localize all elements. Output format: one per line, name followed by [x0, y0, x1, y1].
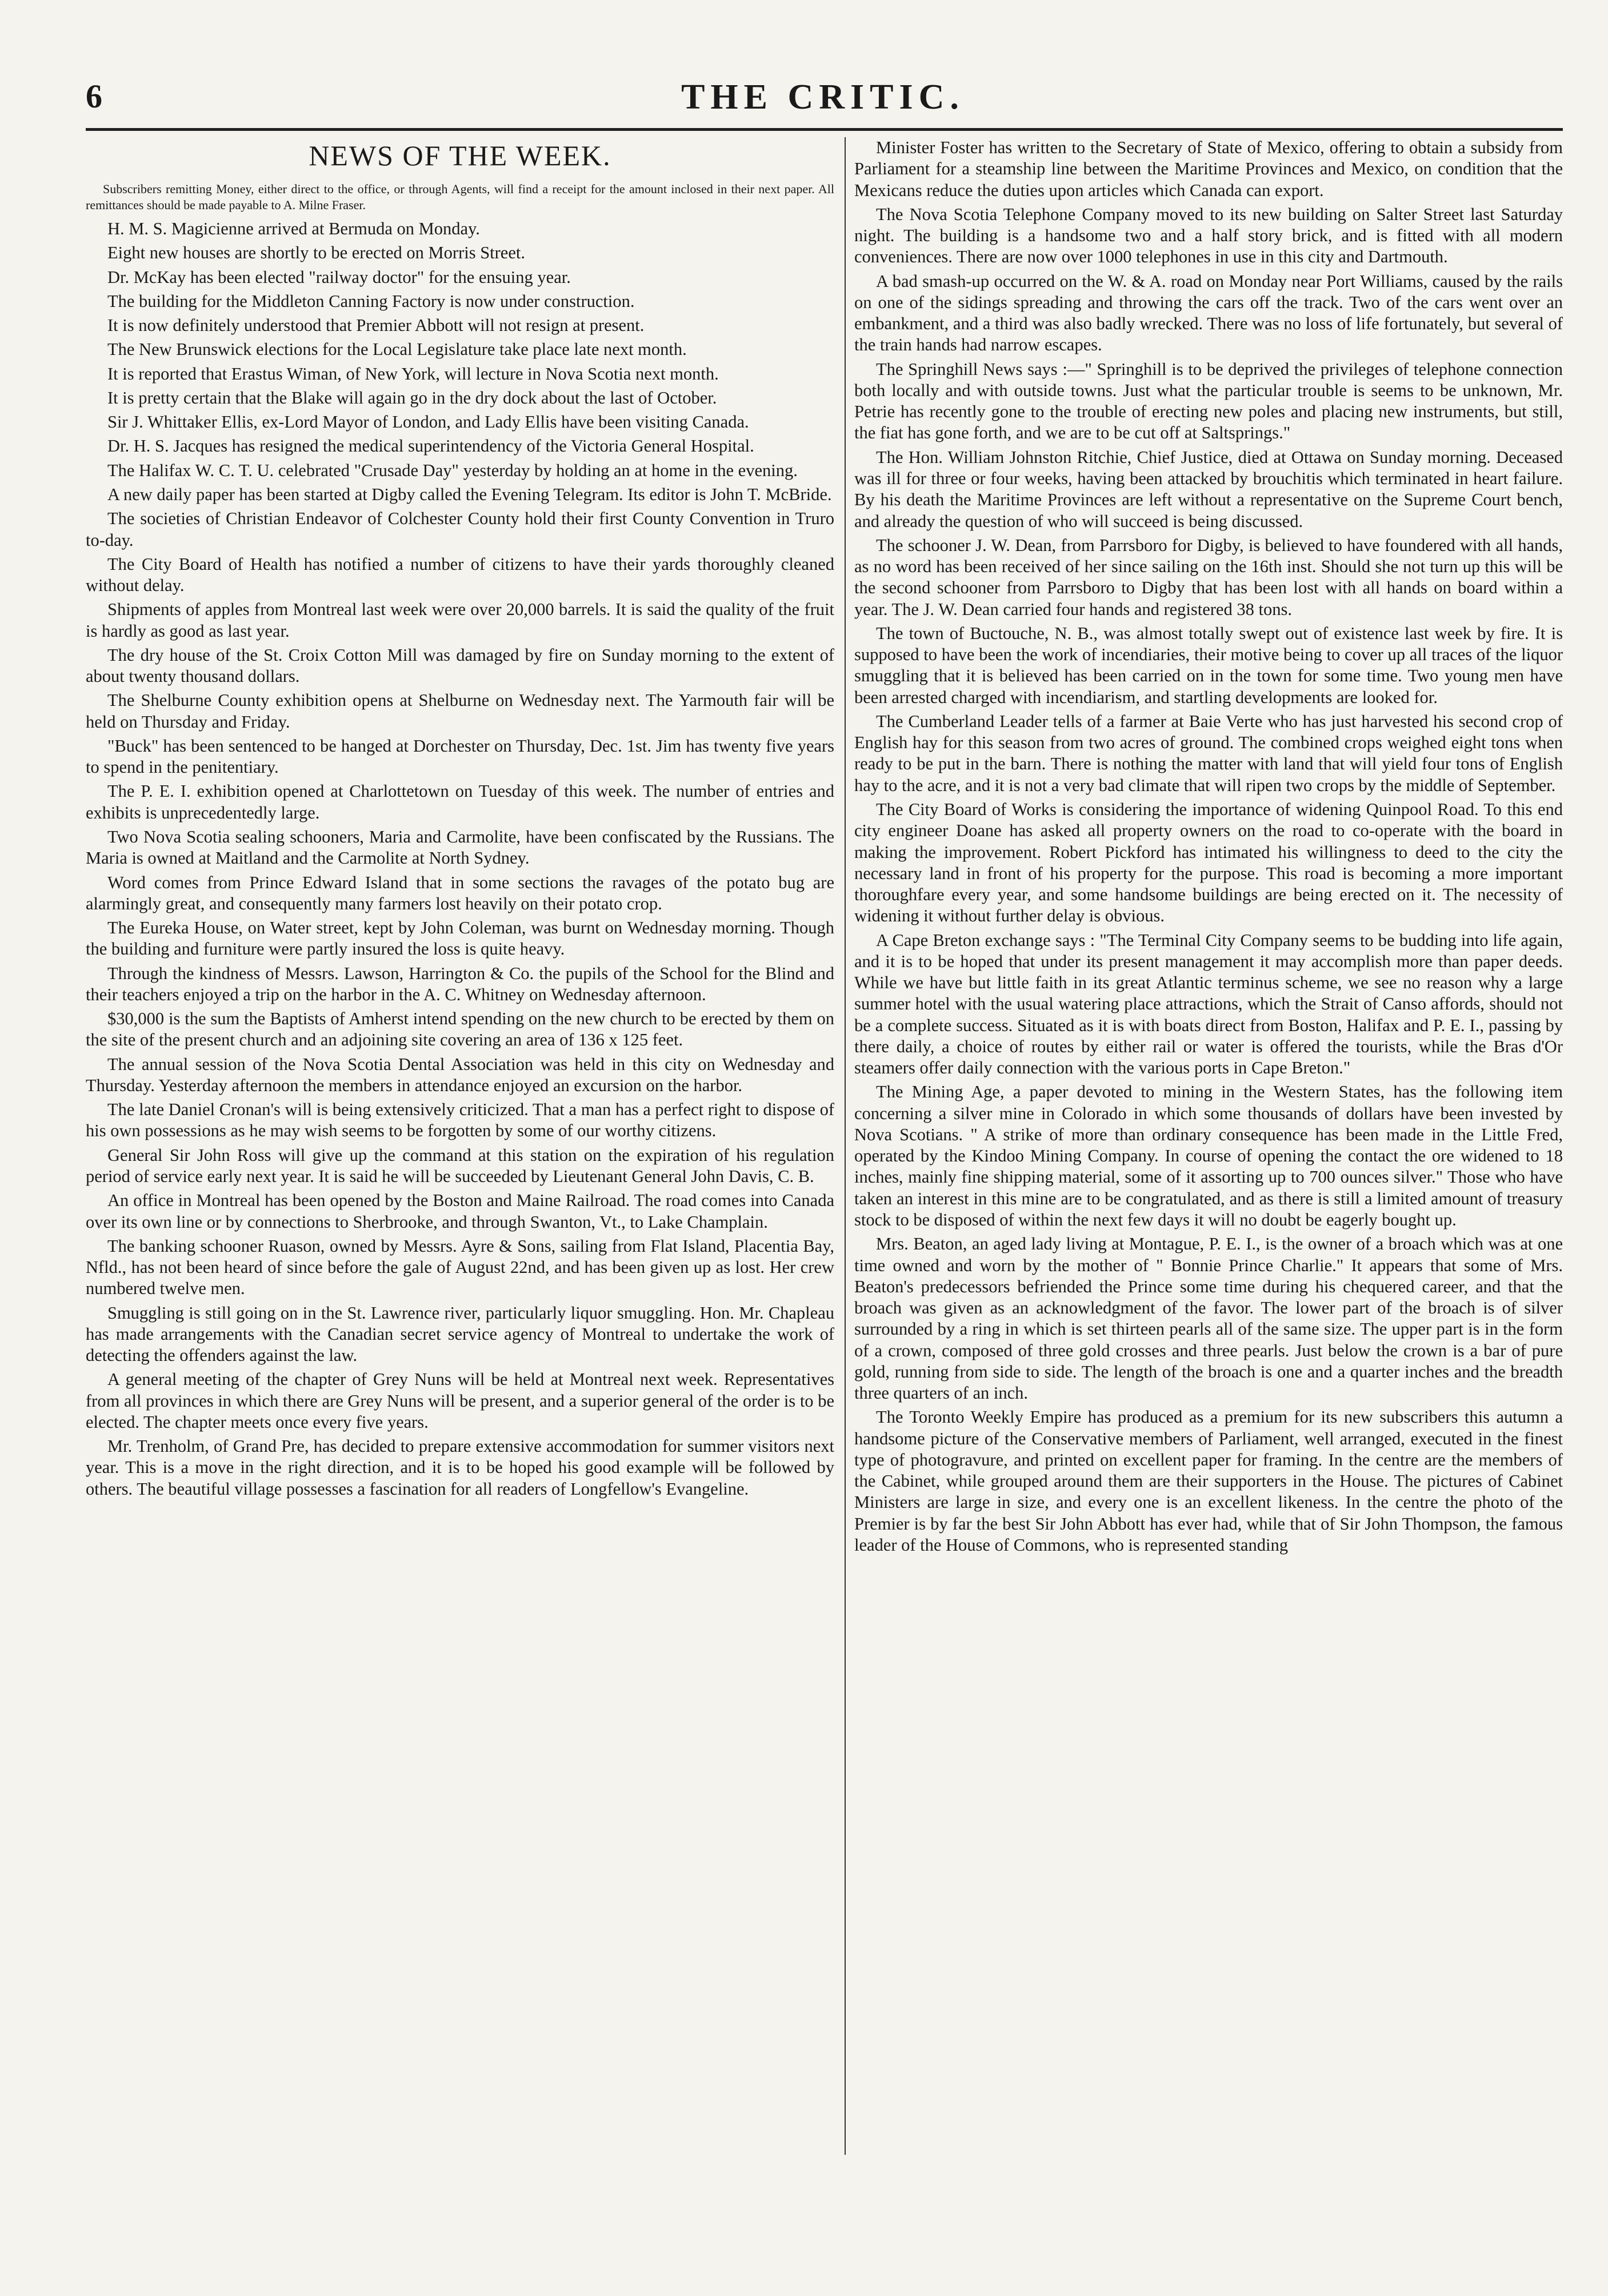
subscriber-notice: Subscribers remitting Money, either direct to the office, or through Agents, will find a receipt for the amount inclosed in their next paper. All remittances should be made payable to A. Milne Fraser. [86, 182, 834, 212]
news-item: An office in Montreal has been opened by the Boston and Maine Railroad. The road comes into Canada over its own line or by connections to Sherbrooke, and through Swanton, Vt., to Lake Champlain. [86, 1191, 834, 1232]
news-item: A bad smash-up occurred on the W. & A. road on Monday near Port Williams, caused by the rails on one of the sidings spreading and throwing the cars off the track. Two of the cars went over an embankment, and a third was also badly wrecked. There was no loss of life fortunately, but several of the train hands had narrow escapes. [854, 271, 1563, 355]
news-item: It is pretty certain that the Blake will again go in the dry dock about the last of October. [107, 388, 717, 408]
news-item: The town of Buctouche, N. B., was almost totally swept out of existence last week by fire. It is supposed to have been the work of incendiaries, their motive being to cover up all traces of the liquor smuggling that it is believed has been carried on in the town for some time. Two young men have been arrested charged with incendiarism, and startling developments are looked for. [854, 623, 1563, 707]
news-item: The City Board of Health has notified a number of citizens to have their yards thoroughly cleaned without delay. [86, 554, 834, 596]
header-rule [86, 128, 1563, 131]
news-item: It is now definitely understood that Premier Abbott will not resign at present. [107, 316, 645, 336]
page-header [86, 77, 1560, 129]
news-item: A general meeting of the chapter of Grey Nuns will be held at Montreal next week. Representatives from all provinces in which there are Grey Nuns will be present, and a superior general of the order is to be elected. The chapter meets once every five years. [86, 1369, 834, 1432]
news-item: Through the kindness of Messrs. Lawson, Harrington & Co. the pupils of the School for the Blind and their teachers enjoyed a trip on the harbor in the A. C. Whitney on Wednesday afternoon. [86, 963, 834, 1004]
news-item: Minister Foster has written to the Secretary of State of Mexico, offering to obtain a subsidy from Parliament for a steamship line between the Maritime Provinces and Mexico, on condition that the Mexicans reduce the duties upon articles which Canada can export. [854, 138, 1563, 200]
news-item: The Shelburne County exhibition opens at Shelburne on Wednesday next. The Yarmouth fair will be held on Thursday and Friday. [86, 690, 834, 732]
news-item: The Halifax W. C. T. U. celebrated "Crusade Day" yesterday by holding an at home in the evening. [107, 460, 798, 480]
news-item: The City Board of Works is considering the importance of widening Quinpool Road. To this end city engineer Doane has asked all property owners on the road to co-operate with the board in making the improvement. Robert Pickford has intimated his willingness to deed to the city the necessary land in front of his property for the purpose. This road is becoming a more important thoroughfare every year, and some handsome buildings are being erected on it. The necessity of widening it without further delay is obvious. [854, 799, 1563, 926]
news-item: Two Nova Scotia sealing schooners, Maria and Carmolite, have been confiscated by the Russians. The Maria is owned at Maitland and the Carmolite at North Sydney. [86, 827, 834, 868]
section-title: NEWS OF THE WEEK. [309, 139, 611, 171]
news-item: "Buck" has been sentenced to be hanged at Dorchester on Thursday, Dec. 1st. Jim has twenty five years to spend in the penitentiary. [86, 736, 834, 777]
news-item: Smuggling is still going on in the St. Lawrence river, particularly liquor smuggling. Hon. Mr. Chapleau has made arrangements with the Canadian secret service agency of Montreal to undertake the work of detecting the offenders against the law. [86, 1303, 834, 1365]
news-item: Mr. Trenholm, of Grand Pre, has decided to prepare extensive accommodation for summer visitors next year. This is a move in the right direction, and it is to be hoped his good example will be followed by others. The beautiful village possesses a fascination for all readers of Longfellow's Evangeline. [86, 1436, 834, 1499]
news-item: Mrs. Beaton, an aged lady living at Montague, P. E. I., is the owner of a broach which was at one time owned and worn by the mother of " Bonnie Prince Charlie." It appears that some of Mrs. Beaton's predecessors befriended the Prince some time during his chequered career, and that the broach was given as an acknowledgment of the favor. The lower part of the broach is of silver surrounded by a ring in which is set thirteen pearls all of the same size. The upper part is in the form of a crown, composed of three gold crosses and three pearls. Just below the crown is a bar of pure gold, running from side to side. The length of the broach is one and a quarter inches and the breadth three quarters of an inch. [854, 1234, 1563, 1403]
masthead-title: THE CRITIC. [681, 78, 965, 117]
news-item: The Cumberland Leader tells of a farmer at Baie Verte who has just harvested his second crop of English hay for this season from two acres of ground. The combined crops weighed eight tons when ready to be put in the barn. There is nothing the matter with land that will yield four tons of English hay to the acre, and it is not a very bad climate that will ripen two crops by the middle of September. [854, 711, 1563, 795]
news-item: Dr. H. S. Jacques has resigned the medical superintendency of the Victoria General Hospital. [107, 436, 754, 456]
news-item: $30,000 is the sum the Baptists of Amherst intend spending on the new church to be erected by them on the site of the present church and an adjoining site covering an area of 136 x 125 feet. [86, 1009, 834, 1050]
left-column [86, 137, 834, 1503]
news-item: General Sir John Ross will give up the command at this station on the expiration of his regulation period of service early next year. It is said he will be succeeded by Lieutenant General John Davis, C. B. [86, 1145, 834, 1186]
news-item: The dry house of the St. Croix Cotton Mill was damaged by fire on Sunday morning to the extent of about twenty thousand dollars. [86, 645, 834, 686]
news-item: The Nova Scotia Telephone Company moved to its new building on Salter Street last Saturday night. The building is a handsome two and a half story brick, and is fitted with all modern conveniences. There are now over 1000 telephones in use in this city and Dartmouth. [854, 204, 1563, 267]
news-item: The late Daniel Cronan's will is being extensively criticized. That a man has a perfect right to dispose of his own possessions as he may wish seems to be forgotten by some of our worthy citizens. [86, 1100, 834, 1141]
news-item: The schooner J. W. Dean, from Parrsboro for Digby, is believed to have foundered with all hands, as no word has been received of her since sailing on the 16th inst. Should she not turn up this will be the second schooner from Parrsboro to Digby that has been lost with all hands on board within a year. The J. W. Dean carried four hands and registered 38 tons. [854, 535, 1563, 619]
news-item: H. M. S. Magicienne arrived at Bermuda on Monday. [107, 219, 480, 239]
news-item: The building for the Middleton Canning Factory is now under construction. [107, 291, 635, 311]
news-item: A Cape Breton exchange says : "The Terminal City Company seems to be budding into life again, and it is to be hoped that under its present management it may accomplish more than paper deeds. While we have but little faith in its great Atlantic terminus scheme, we see no reason why a large summer hotel with the usual watering place attractions, which the Strait of Canso affords, should not be a complete success. Situated as it is with boats direct from Boston, Halifax and P. E. I., passing by there daily, a choice of routes by either rail or water is offered the tourists, while the Bras d'Or steamers offer daily connection with the various ports in Cape Breton." [854, 930, 1563, 1078]
right-column [854, 137, 1563, 1559]
page-number: 6 [86, 78, 102, 115]
news-item: Sir J. Whittaker Ellis, ex-Lord Mayor of London, and Lady Ellis have been visiting Canada. [107, 412, 749, 432]
news-item: The annual session of the Nova Scotia Dental Association was held in this city on Wednesday and Thursday. Yesterday afternoon the members in attendance enjoyed an excursion on the harbor. [86, 1054, 834, 1095]
news-item: The societies of Christian Endeavor of Colchester County hold their first County Convention in Truro to-day. [86, 509, 834, 550]
news-item: The Springhill News says :—" Springhill is to be deprived the privileges of telephone connection both locally and with outside towns. Just what the particular trouble is seems to be unknown, Mr. Petrie has recently gone to the trouble of erecting new poles and placing new instruments, but still, the fiat has gone forth, and we are to be cut off at Saltsprings." [854, 359, 1563, 443]
news-item: It is reported that Erastus Wiman, of New York, will lecture in Nova Scotia next month. [107, 364, 719, 384]
news-item: The Toronto Weekly Empire has produced as a premium for its new subscribers this autumn a handsome picture of the Conservative members of Parliament, well arranged, executed in the finest type of photogravure, and printed on excellent paper for framing. In the centre are the members of the Cabinet, while grouped around them are their supporters in the House. The pictures of Cabinet Ministers are large in size, and every one is an excellent likeness. In the centre the photo of the Premier is by far the best Sir John Abbott has ever had, while that of Sir John Thompson, the famous leader of the House of Commons, who is represented standing [854, 1407, 1563, 1555]
news-item: The Eureka House, on Water street, kept by John Coleman, was burnt on Wednesday morning. Though the building and furniture were partly insured the loss is quite heavy. [86, 918, 834, 959]
news-item: The Hon. William Johnston Ritchie, Chief Justice, died at Ottawa on Sunday morning. Deceased was ill for three or four weeks, having been attacked by brouchitis which terminated in heart failure. By his death the Maritime Provinces are left without a representative on the Supreme Court bench, and already the question of who will succeed is being discussed. [854, 447, 1563, 531]
news-item: Eight new houses are shortly to be erected on Morris Street. [107, 243, 525, 263]
news-item: The banking schooner Ruason, owned by Messrs. Ayre & Sons, sailing from Flat Island, Placentia Bay, Nfld., has not been heard of since before the gale of August 22nd, and has been given up as lost. Her crew numbered twelve men. [86, 1236, 834, 1299]
news-item: The P. E. I. exhibition opened at Charlottetown on Tuesday of this week. The number of entries and exhibits is unprecedentedly large. [86, 781, 834, 822]
news-item: Shipments of apples from Montreal last week were over 20,000 barrels. It is said the quality of the fruit is hardly as good as last year. [86, 600, 834, 641]
news-item: The Mining Age, a paper devoted to mining in the Western States, has the following item concerning a silver mine in Colorado in which some thousands of dollars have been invested by Nova Scotians. " A strike of more than ordinary consequence has been made in the Little Fred, operated by the Kindoo Mining Company. In course of opening the contact the ore widened to 18 inches, mainly fine shipping material, some of it assorting up to 700 ounces silver." Those who have taken an interest in this mine are to be congratulated, and as there is still a limited amount of treasury stock to be disposed of within the next few days it will no doubt be eagerly bought up. [854, 1082, 1563, 1230]
news-item: A new daily paper has been started at Digby called the Evening Telegram. Its editor is John T. McBride. [107, 485, 832, 505]
column-divider [845, 137, 846, 2155]
news-item: The New Brunswick elections for the Local Legislature take place late next month. [107, 340, 687, 360]
news-item: Word comes from Prince Edward Island that in some sections the ravages of the potato bug are alarmingly great, and consequently many farmers lost heavily on their potato crop. [86, 872, 834, 913]
news-item: Dr. McKay has been elected "railway doctor" for the ensuing year. [107, 267, 571, 287]
